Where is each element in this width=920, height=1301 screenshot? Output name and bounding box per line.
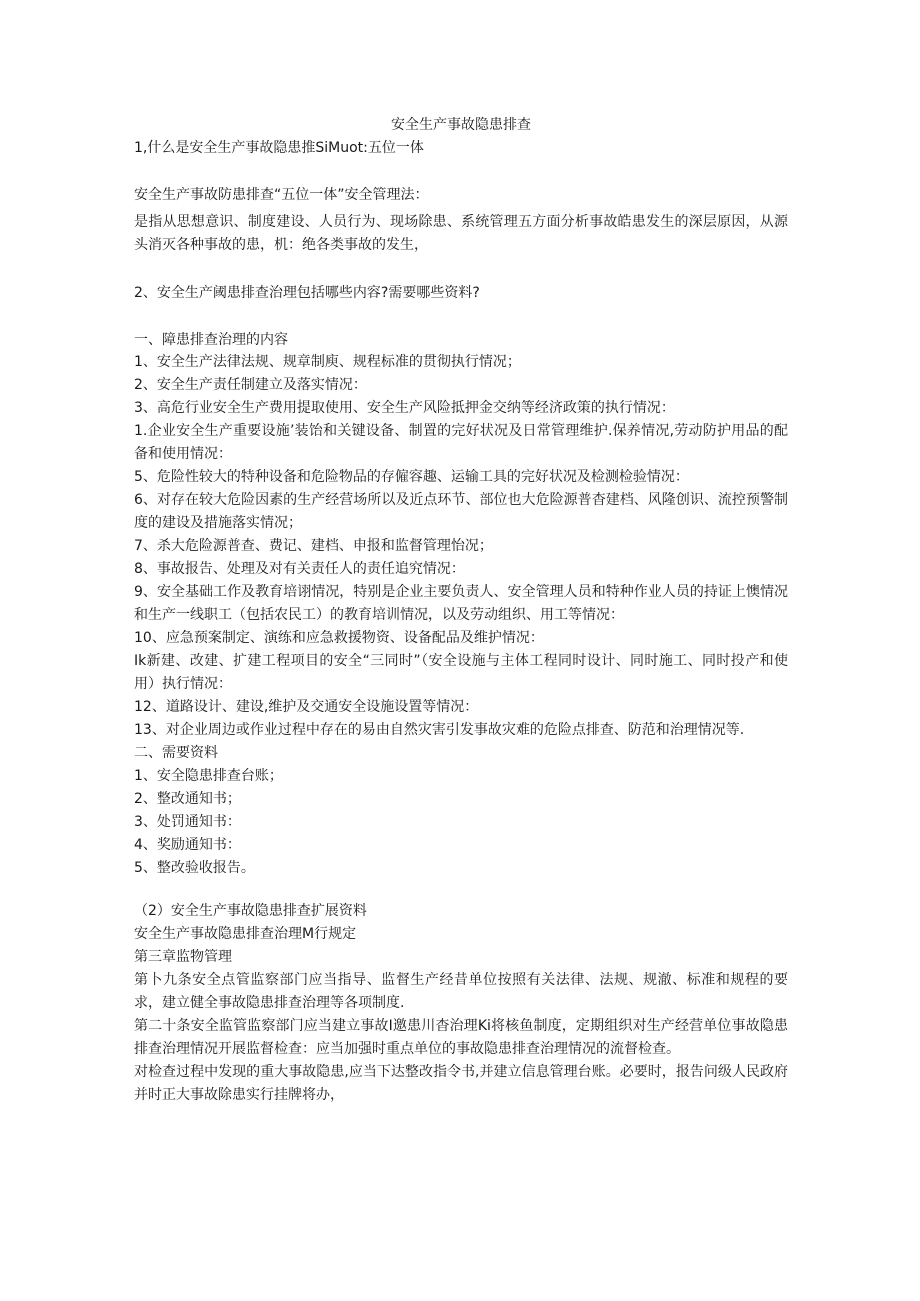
list-item: 9、安全基础工作及教育培诩情况，特别是企业主要负责人、安全管理人员和特种作业人员的持证上懊情况和生产一线职工（包括农民工）的教育培训情况，以及劳动组织、用工等情况： (134, 584, 788, 623)
q1-body: 是指从思想意识、制度建设、人员行为、现场除患、系统管理五方面分析事故皓患发生的深层原因，从源头消灭各种事故的患，机：绝各类事故的发生， (134, 214, 788, 253)
article-20: 第二十条安全监管监察部门应当建立事故I邀患川杳治理Ki将核鱼制度，定期组织对生产经营单位事故隐患排查治理情况开展监督检查：应当加强时重点单位的事故隐患排查治理情况的流督检查。 (134, 1018, 788, 1057)
list-item: 8、事故报告、处理及对有关责任人的责任追究情况： (134, 561, 465, 577)
regulation-title: 安全生产事故隐患排查治理M行规定 (134, 926, 357, 942)
list-item: 3、高危行业安全生产费用提取使用、安全生产风险抵押金交纳等经济政策的执行情况： (134, 400, 675, 416)
document-page (134, 112, 788, 1107)
q1-heading: 安全生产事故防患排查“五位一体”安全管理法： (134, 187, 429, 203)
list-item: 12、道路设计、建设,维护及交通安全设施设置等情况： (134, 699, 479, 715)
list-item: 1、安全隐患排查台账； (134, 768, 283, 784)
page-title: 安全生产事故隐患排查 (391, 117, 531, 133)
list-item: 5、整改验收报告。 (134, 860, 255, 876)
question-1: 1,什么是安全生产事故隐患推SiMuot:五位一体 (134, 140, 424, 156)
article-19: 第卜九条安全点管监察部门应当指导、监督生产经昔单位按照有关法律、法规、规澈、标准和规程的要求，建立健全事故隐患排查治理等各项制度. (134, 972, 788, 1011)
list-item: 2、安全生产责任制建立及落实情况： (134, 377, 367, 393)
list-item: 1.企业安全生产重要设施’装饴和关键设备、制置的完好状况及日常管理维护.保养情况,劳动防护用品的配备和使用情况： (134, 423, 788, 462)
list-item: 3、处罚通知书： (134, 814, 241, 830)
section-2-list (134, 765, 788, 880)
list-item: 5、危险性较大的特种设备和危险物品的存僱容趣、运输工具的完好状况及检测检验情况： (134, 469, 689, 485)
list-item: 7、杀大危险源普查、费记、建档、申报和监督管理怡况； (134, 538, 493, 554)
question-2: 2、安全生产阈患排查治理包括哪些内容?需要哪些资料? (134, 285, 480, 301)
list-item: 13、对企业周边或作业过程中存在的易由自然灾害引发事故灾难的危险点排查、防范和治理情况等. (134, 722, 745, 738)
list-item: 6、对存在较大危险因素的生产经营场所以及近点环节、部位也大危险源普杳建档、风隆创识、流控预警制度的建设及措施落实情况； (134, 492, 788, 531)
list-item: 2、整改通知书； (134, 791, 241, 807)
final-paragraph: 对检查过程中发现的重大事故隐患,应当下达整改指令书,并建立信息管理台账。必要时，报告问级人民政府并时正大事故除患实行挂牌将办， (134, 1064, 788, 1103)
list-item: 1、安全生产法律法规、规章制庾、规程标准的贯彻执行情况； (134, 354, 521, 370)
section-2-title: 二、需要资料 (134, 745, 218, 761)
list-item: Ik新建、改建、扩建工程项目的安全“三同时”（安全设施与主体工程同时设计、同时施工、同时投产和使用）执行情况： (134, 653, 788, 692)
chapter-title: 第三章监物管理 (134, 949, 232, 965)
list-item: 4、奖励通知书： (134, 837, 241, 853)
section-1-title: 一、障患排查治理的内容 (134, 332, 288, 348)
section-1-list (134, 351, 788, 742)
list-item: 10、应急预案制定、演练和应急救援物资、设备配品及维护情况： (134, 630, 544, 646)
extended-title: （2）安全生产事故隐患排查扩展资料 (134, 903, 367, 919)
